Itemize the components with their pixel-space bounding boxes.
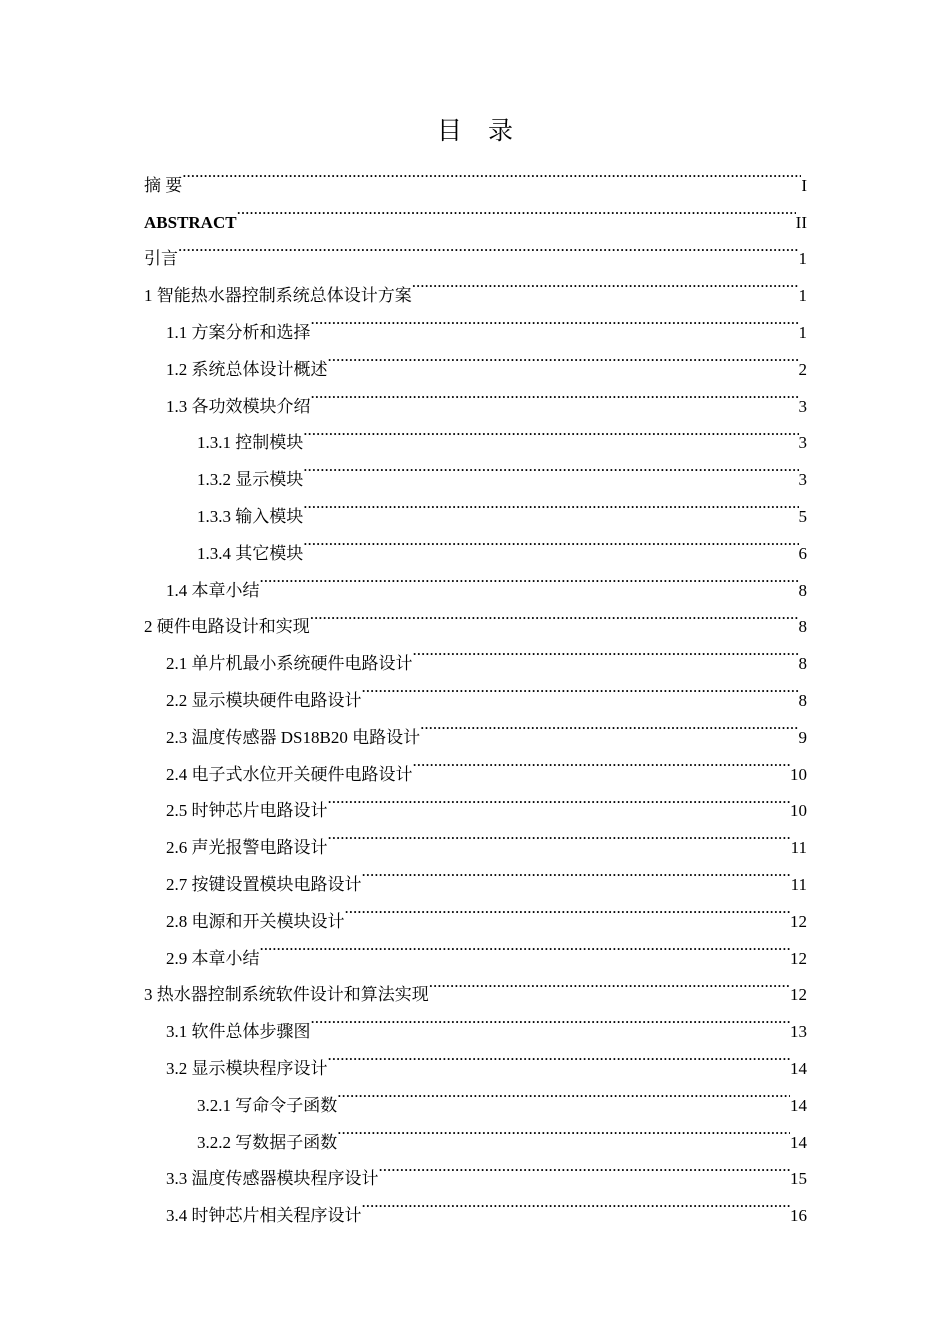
toc-entry-title: 2.9 本章小结 — [166, 948, 260, 968]
toc-entry-page-number: 8 — [798, 617, 807, 637]
toc-dot-leader — [413, 743, 791, 780]
toc-entry-title: 3.2 显示模块程序设计 — [166, 1058, 328, 1078]
toc-entry-page-number: 11 — [790, 838, 807, 858]
toc-entry-page-number: 14 — [790, 1095, 807, 1115]
toc-dot-leader — [362, 853, 791, 890]
toc-entry-title: 3.2.2 写数据子函数 — [197, 1132, 338, 1152]
toc-entry-title: 1.3.3 输入模块 — [197, 506, 304, 526]
toc-entry-page-number: 2 — [798, 359, 807, 379]
toc-entry-page-number: 3 — [798, 470, 807, 490]
toc-dot-leader — [337, 1111, 790, 1148]
toc-dot-leader — [379, 1148, 791, 1185]
toc-entry-title: 2 硬件电路设计和实现 — [144, 617, 310, 637]
toc-entry-title: 3.4 时钟芯片相关程序设计 — [166, 1206, 362, 1226]
table-of-contents — [144, 154, 807, 1226]
toc-entry-page-number: 14 — [790, 1132, 807, 1152]
toc-dot-leader — [362, 1184, 791, 1221]
toc-entry-page-number: 3 — [798, 433, 807, 453]
toc-dot-leader — [328, 816, 791, 853]
toc-dot-leader — [328, 338, 799, 375]
toc-entry-title: 引言 — [144, 249, 178, 269]
toc-entry-title: 3.1 软件总体步骤图 — [166, 1022, 311, 1042]
toc-entry-page-number: 14 — [790, 1058, 807, 1078]
toc-entry-title: 3.2.1 写命令子函数 — [197, 1095, 338, 1115]
toc-entry-page-number: I — [801, 175, 807, 195]
toc-dot-leader — [328, 780, 791, 817]
toc-entry-page-number: 8 — [798, 654, 807, 674]
toc-entry-title: 2.8 电源和开关模块设计 — [166, 911, 345, 931]
toc-entry-title: ABSTRACT — [144, 212, 237, 232]
toc-entry-title: 2.7 按键设置模块电路设计 — [166, 874, 362, 894]
toc-dot-leader — [260, 559, 799, 596]
toc-dot-leader — [412, 264, 799, 301]
toc-dot-leader — [337, 1074, 790, 1111]
toc-dot-leader — [237, 191, 796, 228]
toc-entry-page-number: 12 — [790, 948, 807, 968]
toc-entry-title: 1.3.4 其它模块 — [197, 543, 304, 563]
toc-title: 目录 — [436, 118, 539, 145]
toc-entry-title: 1.3 各功效模块介绍 — [166, 396, 311, 416]
toc-entry-page-number: 1 — [798, 286, 807, 306]
toc-entry-title: 2.6 声光报警电路设计 — [166, 838, 328, 858]
toc-entry[interactable] — [144, 191, 807, 232]
toc-entry[interactable] — [144, 264, 807, 306]
toc-entry-page-number: 15 — [790, 1169, 807, 1189]
toc-dot-leader — [362, 669, 799, 706]
toc-entry-title: 2.4 电子式水位开关硬件电路设计 — [166, 764, 413, 784]
toc-dot-leader — [310, 596, 799, 633]
toc-entry-title: 2.3 温度传感器 DS18B20 电路设计 — [166, 727, 421, 747]
toc-entry-page-number: 11 — [790, 874, 807, 894]
toc-dot-leader — [178, 228, 799, 265]
toc-entry-title: 1.4 本章小结 — [166, 580, 260, 600]
toc-dot-leader — [182, 154, 801, 191]
toc-dot-leader — [345, 890, 791, 927]
toc-entry-title: 1.1 方案分析和选择 — [166, 322, 311, 342]
toc-dot-leader — [303, 522, 798, 559]
toc-dot-leader — [413, 632, 799, 669]
toc-entry-title: 2.1 单片机最小系统硬件电路设计 — [166, 654, 413, 674]
toc-entry-page-number: 1 — [798, 322, 807, 342]
toc-entry-page-number: 1 — [798, 249, 807, 269]
toc-dot-leader — [311, 1000, 791, 1037]
toc-entry-page-number: 8 — [798, 690, 807, 710]
toc-entry[interactable] — [144, 154, 807, 195]
toc-entry-page-number: 12 — [790, 911, 807, 931]
toc-entry-title: 摘 要 — [144, 175, 183, 195]
toc-entry-page-number: 10 — [790, 764, 807, 784]
toc-entry[interactable] — [144, 228, 807, 269]
toc-entry-title: 2.2 显示模块硬件电路设计 — [166, 690, 362, 710]
toc-entry-page-number: 10 — [790, 801, 807, 821]
toc-dot-leader — [303, 412, 798, 449]
toc-entry-page-number: II — [795, 212, 807, 232]
toc-entry-page-number: 3 — [798, 396, 807, 416]
toc-dot-leader — [420, 706, 798, 743]
toc-entry-title: 1.3.1 控制模块 — [197, 433, 304, 453]
toc-entry-page-number: 6 — [798, 543, 807, 563]
toc-dot-leader — [328, 1037, 791, 1074]
toc-entry-title: 1 智能热水器控制系统总体设计方案 — [144, 286, 412, 306]
toc-dot-leader — [303, 485, 798, 522]
toc-entry-title: 3 热水器控制系统软件设计和算法实现 — [144, 985, 429, 1005]
toc-entry-page-number: 9 — [798, 727, 807, 747]
toc-entry-page-number: 12 — [790, 985, 807, 1005]
toc-dot-leader — [303, 448, 798, 485]
toc-dot-leader — [311, 301, 799, 338]
toc-entry-page-number: 5 — [798, 506, 807, 526]
toc-entry-title: 1.2 系统总体设计概述 — [166, 359, 328, 379]
toc-entry-page-number: 16 — [790, 1206, 807, 1226]
toc-dot-leader — [311, 375, 799, 412]
toc-entry-title: 1.3.2 显示模块 — [197, 470, 304, 490]
toc-entry-title: 3.3 温度传感器模块程序设计 — [166, 1169, 379, 1189]
toc-entry-page-number: 8 — [798, 580, 807, 600]
toc-entry-title: 2.5 时钟芯片电路设计 — [166, 801, 328, 821]
toc-dot-leader — [429, 964, 790, 1001]
toc-entry-page-number: 13 — [790, 1022, 807, 1042]
toc-dot-leader — [260, 927, 791, 964]
